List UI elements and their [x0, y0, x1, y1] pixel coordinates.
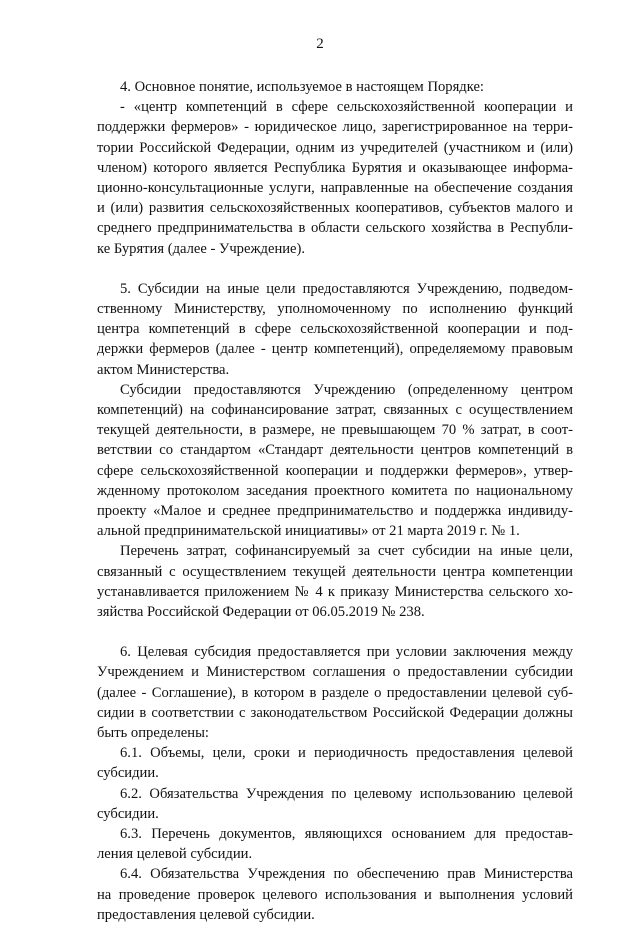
document-body	[97, 77, 573, 925]
text-line: 6.4. Обязательства Учреждения по обеспечению прав Министерства	[120, 866, 573, 883]
text-line: ственному Министерству, уполномоченному по исполнению функций	[97, 301, 573, 318]
text-line: зяйства Российской Федерации от 06.05.2019 № 238.	[97, 603, 425, 620]
section-s5	[97, 279, 573, 622]
text-line: 5. Субсидии на иные цели предоставляются Учреждению, подведом-	[120, 280, 573, 297]
text-line: субсидии.	[97, 765, 159, 782]
text-line: ционно-консультационные услуги, направленные на обеспечение создания	[97, 179, 573, 196]
text-line: Субсидии предоставляются Учреждению (определенному центром	[120, 381, 573, 398]
text-line: центра компетенций в сфере сельскохозяйственной кооперации и под-	[97, 321, 573, 338]
section-s4	[97, 77, 573, 259]
paragraph-gap	[97, 259, 573, 279]
text-line: сфере сельскохозяйственной кооперации и поддержки фермеров», утвер-	[97, 462, 573, 479]
text-line: среднего предпринимательства в области сельского хозяйства в Республи-	[97, 220, 573, 237]
text-line: и (или) развития сельскохозяйственных кооперативов, субъектов малого и	[97, 200, 573, 217]
text-line: текущей деятельности, в размере, не превышающем 70 % затрат, в соот-	[97, 422, 573, 439]
text-line: предоставления целевой субсидии.	[97, 906, 315, 923]
paragraph-gap	[97, 622, 573, 642]
text-line: держки фермеров (далее - центр компетенций), определяемому правовым	[97, 341, 573, 358]
text-line: быть определены:	[97, 725, 209, 741]
text-line: 6.1. Объемы, цели, сроки и периодичность предоставления целевой	[120, 745, 573, 762]
text-line: 4. Основное понятие, используемое в настоящем Порядке:	[120, 79, 484, 95]
text-line: поддержки фермеров» - юридическое лицо, зарегистрированное на терри-	[97, 119, 573, 136]
page-number: 2	[316, 36, 324, 52]
text-line: проекту «Малое и среднее предпринимательство и поддержка индивиду-	[97, 502, 573, 519]
text-line: тории Российской Федерации, одним из учредителей (участником и (или)	[97, 139, 573, 156]
section-s6	[97, 642, 573, 925]
text-line: 6.2. Обязательства Учреждения по целевому использованию целевой	[120, 785, 573, 802]
text-line: ветствии со стандартом «Стандарт деятельности центров компетенций в	[97, 442, 573, 459]
text-line: 6.3. Перечень документов, являющихся основанием для предостав-	[120, 825, 573, 842]
text-line: 6. Целевая субсидия предоставляется при условии заключения между	[120, 644, 573, 661]
text-line: компетенций) на софинансирование затрат, связанных с осуществлением	[97, 402, 573, 418]
text-line: связанный с осуществлением текущей деятельности центра компетенции	[97, 563, 573, 580]
text-line: жденному протоколом заседания проектного комитета по национальному	[97, 482, 573, 499]
text-line: на проведение проверок целевого использования и выполнения условий	[97, 886, 573, 903]
text-line: устанавливается приложением № 4 к приказу Министерства сельского хо-	[97, 583, 573, 600]
text-line: актом Министерства.	[97, 361, 230, 378]
text-line: ления целевой субсидии.	[97, 846, 253, 863]
text-line: субсидии.	[97, 805, 159, 822]
text-line: - «центр компетенций в сфере сельскохозяйственной кооперации и	[120, 99, 573, 116]
text-line: сидии в соответствии с законодательством Российской Федерации должны	[97, 704, 573, 721]
text-line: ке Бурятия (далее - Учреждение).	[97, 240, 306, 257]
text-line: (далее - Соглашение), в котором в разделе о предоставлении целевой суб-	[97, 684, 573, 701]
text-line: членом) которого является Республика Бурятия и оказывающее информа-	[97, 159, 573, 176]
text-line: Учреждением и Министерством соглашения о предоставлении субсидии	[97, 664, 573, 681]
text-line: Перечень затрат, софинансируемый за счет субсидии на иные цели,	[120, 543, 573, 560]
text-line: альной предпринимательской инициативы» от 21 марта 2019 г. № 1.	[97, 523, 520, 540]
